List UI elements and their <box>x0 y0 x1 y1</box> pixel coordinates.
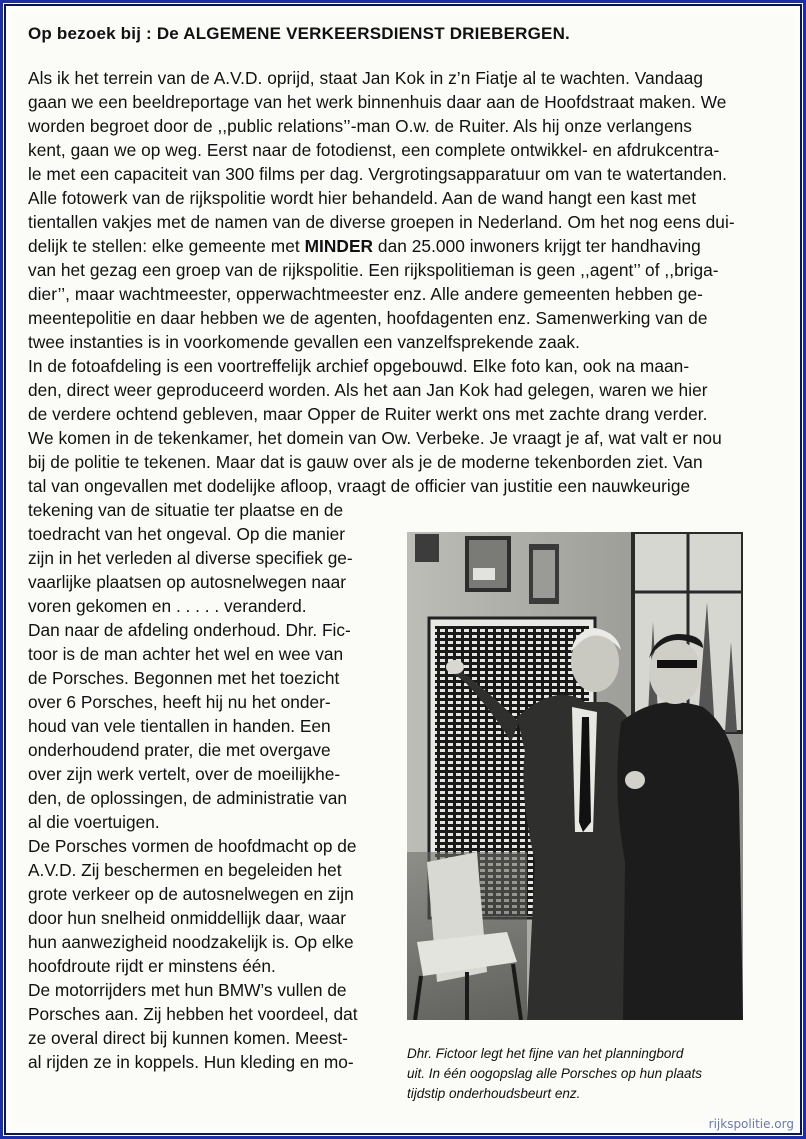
body-line: We komen in de tekenkamer, het domein van Ow. Verbeke. Je vraagt je af, wat valt er nou <box>28 428 722 448</box>
site-watermark: rijkspolitie.org <box>708 1117 794 1131</box>
column-line: hoofdroute rijdt er minstens één. <box>28 956 276 976</box>
photo-planning-board <box>407 532 743 1020</box>
column-line: door hun snelheid onmiddellijk daar, waar <box>28 908 346 928</box>
body-line-with-emphasis <box>28 234 701 258</box>
column-line: over zijn werk vertelt, over de moeilijkhe- <box>28 764 341 784</box>
body-line: worden begroet door de ,,public relations’’-man O.w. de Ruiter. Als hij onze verlangens <box>28 116 692 136</box>
column-line: De motorrijders met hun BMW’s vullen de <box>28 980 347 1000</box>
column-line: ze overal direct bij kunnen komen. Meest- <box>28 1028 348 1048</box>
column-line: al die voertuigen. <box>28 812 160 832</box>
body-line: twee instanties is in voorkomende gevallen een vanzelfsprekende zaak. <box>28 332 580 352</box>
column-line: grote verkeer op de autosnelwegen en zijn <box>28 884 354 904</box>
column-line: tekening van de situatie ter plaatse en de <box>28 500 344 520</box>
document-page <box>12 12 794 1127</box>
caption-line: Dhr. Fictoor legt het fijne van het planningbord <box>407 1046 684 1061</box>
column-line: de Porsches. Begonnen met het toezicht <box>28 668 340 688</box>
caption-line: tijdstip onderhoudsbeurt enz. <box>407 1086 581 1101</box>
body-line: tal van ongevallen met dodelijke afloop, vraagt de officier van justitie een nauwkeurige <box>28 476 691 496</box>
body-line: In de fotoafdeling is een voortreffelijk archief opgebouwd. Elke foto kan, ook na maan- <box>28 356 690 376</box>
column-line: houd van vele tientallen in handen. Een <box>28 716 331 736</box>
column-line: over 6 Porsches, heeft hij nu het onder- <box>28 692 331 712</box>
column-line: vaarlijke plaatsen op autosnelwegen naar <box>28 572 346 592</box>
column-line: al rijden ze in koppels. Hun kleding en mo- <box>28 1052 354 1072</box>
body-line: le met een capaciteit van 300 films per dag. Vergrotingsapparatuur om van te watertanden. <box>28 164 727 184</box>
body-line: Als ik het terrein van de A.V.D. oprijd, staat Jan Kok in z’n Fiatje al te wachten. Vandaag <box>28 68 704 88</box>
column-line: hun aanwezigheid noodzakelijk is. Op elke <box>28 932 354 952</box>
column-line: den, de oplossingen, de administratie van <box>28 788 347 808</box>
body-line: gaan we een beeldreportage van het werk binnenhuis daar aan de Hoofdstraat maken. We <box>28 92 727 112</box>
body-line: tientallen vakjes met de namen van de diverse groepen in Nederland. Om het nog eens dui- <box>28 212 735 232</box>
body-line: Alle fotowerk van de rijkspolitie wordt hier behandeld. Aan de wand hangt een kast met <box>28 188 697 208</box>
body-line: kent, gaan we op weg. Eerst naar de fotodienst, een complete ontwikkel- en afdrukcentra- <box>28 140 720 160</box>
column-line: toedracht van het ongeval. Op die manier <box>28 524 346 544</box>
column-line: De Porsches vormen de hoofdmacht op de <box>28 836 357 856</box>
emphasis-minder: MINDER <box>304 236 374 256</box>
body-line: dier’’, maar wachtmeester, opperwachtmeester enz. Alle andere gemeenten hebben ge- <box>28 284 703 304</box>
column-line: Dan naar de afdeling onderhoud. Dhr. Fic- <box>28 620 351 640</box>
body-line: de verdere ochtend gebleven, maar Opper de Ruiter werkt ons met zachte drang verder. <box>28 404 708 424</box>
body-line-start: delijk te stellen: elke gemeente met <box>28 236 300 256</box>
body-line: van het gezag een groep van de rijkspolitie. Een rijkspolitieman is geen ,,agent’’ of ,,briga- <box>28 260 719 280</box>
column-line: toor is de man achter het wel en wee van <box>28 644 344 664</box>
column-line: A.V.D. Zij beschermen en begeleiden het <box>28 860 342 880</box>
body-line: meentepolitie en daar hebben we de agenten, hoofdagenten enz. Samenwerking van de <box>28 308 708 328</box>
article-title: Op bezoek bij : De ALGEMENE VERKEERSDIENST DRIEBERGEN. <box>28 24 570 43</box>
photo-caption <box>407 1044 757 1104</box>
column-line: Porsches aan. Zij hebben het voordeel, dat <box>28 1004 358 1024</box>
column-line: zijn in het verleden al diverse specifiek ge- <box>28 548 353 568</box>
caption-line: uit. In één oogopslag alle Porsches op hun plaats <box>407 1066 702 1081</box>
column-line: onderhoudend prater, die met overgave <box>28 740 331 760</box>
body-line: den, direct weer geproduceerd worden. Als het aan Jan Kok had gelegen, waren we hier <box>28 380 708 400</box>
column-line: voren gekomen en . . . . . veranderd. <box>28 596 307 616</box>
body-line: bij de politie te tekenen. Maar dat is gauw over als je de moderne tekenborden ziet. Van <box>28 452 703 472</box>
body-line-end: dan 25.000 inwoners krijgt ter handhaving <box>373 236 701 256</box>
